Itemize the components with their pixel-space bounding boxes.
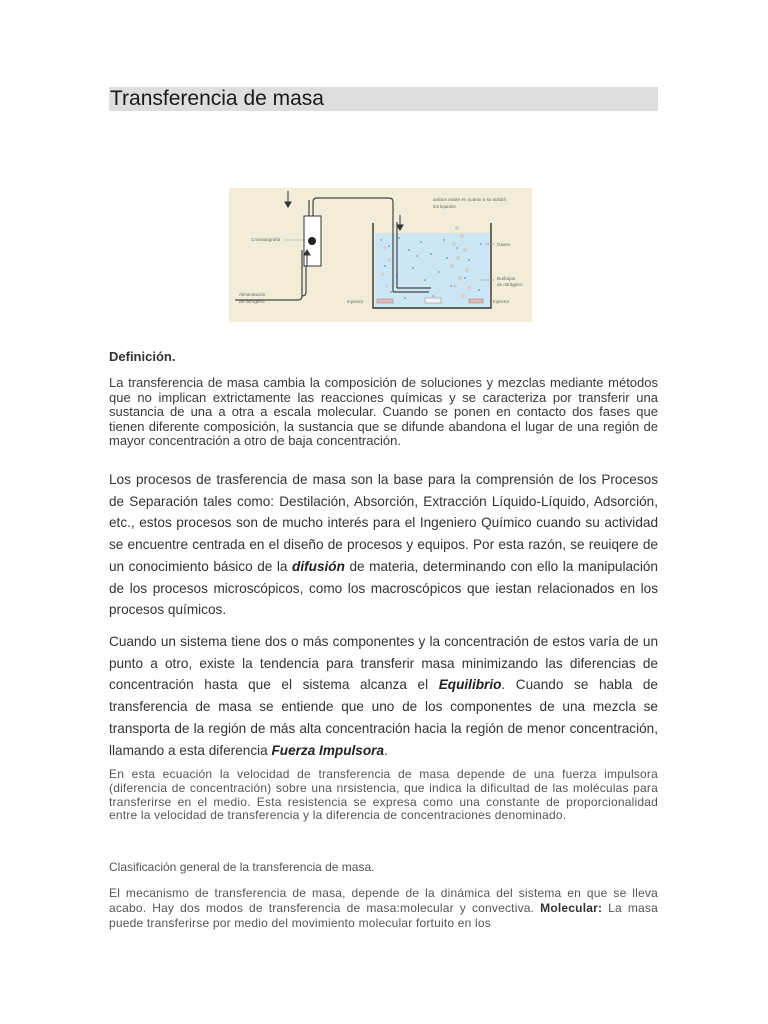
label-gases: Gases	[497, 242, 511, 247]
term-molecular: Molecular:	[540, 901, 603, 916]
label-burbujas-2: de nitrógeno	[497, 282, 523, 287]
paragraph-mechanism-text-end: La masa puede transferirse por medio del movimiento molecular fortuito en los	[109, 901, 658, 931]
paragraph-mechanism	[109, 886, 658, 932]
paragraph-driving-force-text-end: .	[384, 742, 388, 758]
paragraph-processes	[109, 469, 658, 621]
paragraph-processes-text-end: de materia, determinando con ello la manipulación de los procesos microscópicos, como los macroscópicos que iestan relacionados en los procesos químicos.	[109, 558, 658, 618]
mass-transfer-diagram	[229, 188, 532, 322]
label-alimentacion-1: Alimentación	[239, 292, 266, 297]
label-cromatografia: Cromatografía	[251, 237, 281, 242]
paragraph-driving-force-text-middle: . Cuando se habla de transferencia de masa se entiende que uno de los componentes de una mezcla se transporta de la región de más alta concentración hacia la región de menor concentración, llamando a esta diferencia	[109, 677, 658, 758]
paragraph-classification-heading: Clasificación general de la transferencia de masa.	[109, 860, 375, 874]
label-alimentacion-2: de nitrógeno	[239, 299, 265, 304]
emphasis-fuerza-impulsora: Fuerza Impulsora	[271, 742, 385, 758]
emphasis-equilibrio: Equilibrio	[438, 677, 502, 693]
paragraph-definition: La transferencia de masa cambia la composición de soluciones y mezclas mediante métodos que no implican extrictamente las reacciones químicas y se caracteriza por transferir una sustancia de una a otra a escala molecular. Cuando se ponen en contacto dos fases que tienen diferente composición, la sustancia que se difunde abandona el lugar de una región de mayor concentración a otro de baja concentración.	[109, 375, 658, 449]
note-line-1: ambos existe en cuanto a su solubil	[433, 197, 506, 202]
paragraph-processes-text: Los procesos de trasferencia de masa son la base para la comprensión de los Procesos de Separación tales como: Destilación, Absorción, Extracción Líquido-Líquido, Adsorción, etc., estos procesos son de mucho interés para el Ingeniero Químico cuando su actividad se encuentre centrada en el diseño de procesos y equipos. Por esta razón, se reuiqere de un conocimiento básico de la	[109, 472, 658, 574]
section-heading-definicion: Definición.	[109, 349, 176, 364]
label-inyector-left: Inyector	[347, 299, 364, 304]
page-title: Transferencia de masa	[109, 87, 658, 111]
paragraph-driving-force-text: Cuando un sistema tiene dos o más componentes y la concentración de estos varía de un punto a otro, existe la tendencia para transferir masa minimizando las diferencias de concentración hasta que el sistema alcanza el	[109, 634, 658, 693]
paragraph-mechanism-text: El mecanismo de transferencia de masa, depende de la dinámica del sistema en que se lleva acabo. Hay dos modos de transferencia de masa:molecular y convectiva.	[109, 886, 658, 916]
tank	[373, 223, 491, 308]
emphasis-difusion: difusión	[292, 558, 345, 574]
note-line-2: los liquidos	[433, 204, 456, 209]
paragraph-equation: En esta ecuación la velocidad de transferencia de masa depende de una fuerza impulsora (diferencia de concentración) sobre una nrsistencia, que indica la dificultad de las moléculas para transferirse en el medio. Esta resistencia se expresa como una constante de proporcionalidad entre la velocidad de transferencia y la diferencia de concentraciones denominado.	[109, 767, 658, 823]
label-inyector-right: Inyector	[493, 299, 510, 304]
label-burbujas-1: Burbujas	[497, 276, 516, 281]
paragraph-driving-force	[109, 631, 658, 761]
